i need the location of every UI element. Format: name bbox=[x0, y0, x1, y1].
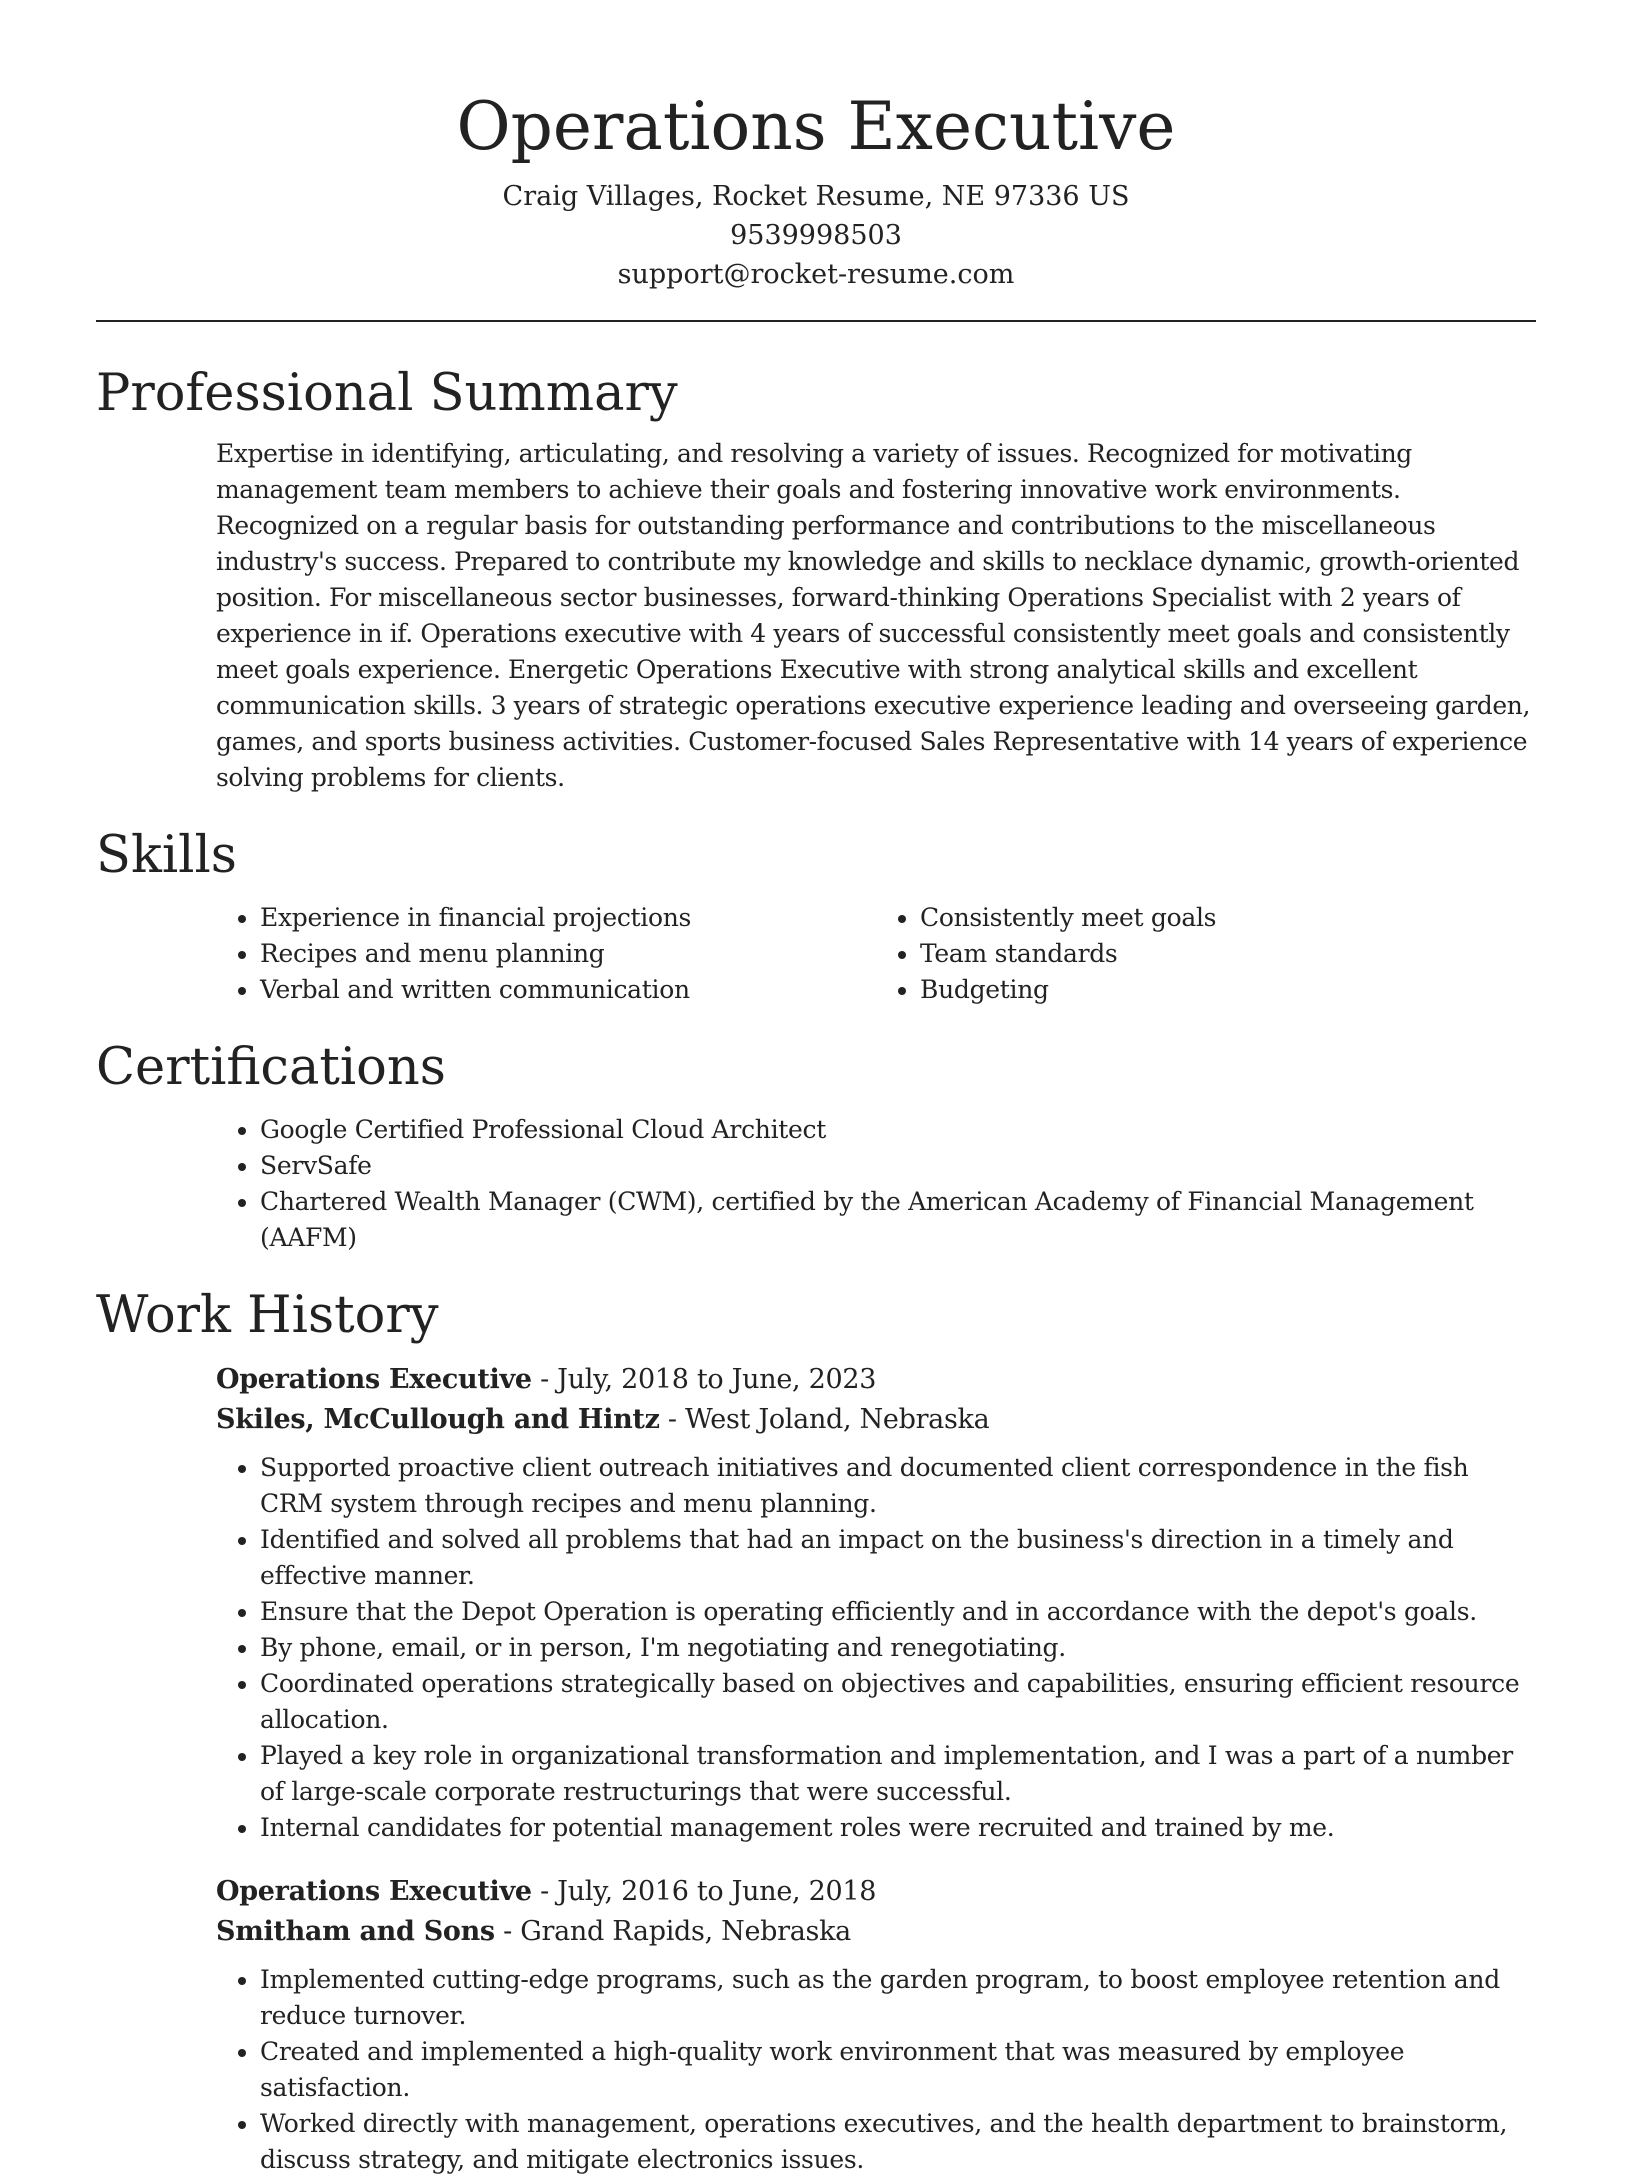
job-duty-item: • Internal candidates for potential management roles were recruited and trained by me. bbox=[260, 1810, 1536, 1846]
job-duty-item: • Implemented cutting-edge programs, such as the garden program, to boost employee retention and reduce turnover. bbox=[260, 1962, 1536, 2034]
skills-grid bbox=[216, 900, 1536, 1008]
resume-header bbox=[96, 0, 1536, 294]
job-duty-item: • By phone, email, or in person, I'm negotiating and renegotiating. bbox=[260, 1630, 1536, 1666]
skill-item: • Budgeting bbox=[920, 972, 1536, 1008]
job-location: - West Joland, Nebraska bbox=[659, 1404, 990, 1435]
job-company-line bbox=[216, 1912, 1536, 1952]
certification-item: • Google Certified Professional Cloud Architect bbox=[260, 1112, 1536, 1148]
job-duty-item: • Coordinated operations strategically based on objectives and capabilities, ensuring efficient resource allocation. bbox=[260, 1666, 1536, 1738]
skill-item: • Team standards bbox=[920, 936, 1536, 972]
job-role: Operations Executive bbox=[216, 1876, 532, 1907]
job-company-line bbox=[216, 1400, 1536, 1440]
header-divider bbox=[96, 320, 1536, 322]
work-history-section bbox=[96, 1284, 1536, 2178]
resume-page bbox=[96, 0, 1536, 2178]
job-entry bbox=[216, 1360, 1536, 1846]
job-dates: - July, 2018 to June, 2023 bbox=[531, 1364, 877, 1395]
skill-item: • Recipes and menu planning bbox=[260, 936, 876, 972]
job-role-line bbox=[216, 1360, 1536, 1400]
job-duty-item: • Identified and solved all problems that had an impact on the business's direction in a timely and effective manner. bbox=[260, 1522, 1536, 1594]
work-history-heading: Work History bbox=[96, 1286, 439, 1345]
job-duty-item: • Supported proactive client outreach initiatives and documented client correspondence in the fish CRM system through recipes and menu planning. bbox=[260, 1450, 1536, 1522]
job-role-line bbox=[216, 1872, 1536, 1912]
certifications-section bbox=[96, 1036, 1536, 1256]
candidate-title: Operations Executive bbox=[456, 88, 1176, 165]
job-entry bbox=[216, 1872, 1536, 2178]
skill-item: • Verbal and written communication bbox=[260, 972, 876, 1008]
certifications-list bbox=[216, 1112, 1536, 1256]
job-duty-item: • Created and implemented a high-quality work environment that was measured by employee satisfaction. bbox=[260, 2034, 1536, 2106]
job-role: Operations Executive bbox=[216, 1364, 532, 1395]
summary-text: Expertise in identifying, articulating, and resolving a variety of issues. Recognized for motivating management team members to achieve their goals and fostering innovative work environments. Recognized on a regular basis for outstanding performance and contributions to the miscellaneous industry's success. Prepared to contribute my knowledge and skills to necklace dynamic, growth-oriented position. For miscellaneous sector businesses, forward-thinking Operations Specialist with 2 years of experience in if. Operations executive with 4 years of successful consistently meet goals and consistently meet goals experience. Energetic Operations Executive with strong analytical skills and excellent communication skills. 3 years of strategic operations executive experience leading and overseeing garden, games, and sports business activities. Customer-focused Sales Representative with 14 years of experience solving problems for clients. bbox=[216, 439, 1531, 792]
job-duties-list bbox=[216, 1450, 1536, 1846]
skills-heading: Skills bbox=[96, 826, 237, 885]
contact-info bbox=[96, 177, 1536, 294]
phone-text: 9539998503 bbox=[730, 220, 902, 251]
job-duty-item: • Worked directly with management, operations executives, and the health department to brainstorm, discuss strategy, and mitigate electronics issues. bbox=[260, 2106, 1536, 2178]
job-location: - Grand Rapids, Nebraska bbox=[494, 1916, 851, 1947]
email-text: support@rocket-resume.com bbox=[617, 259, 1015, 290]
skill-item: • Consistently meet goals bbox=[920, 900, 1536, 936]
job-duty-item: • Played a key role in organizational transformation and implementation, and I was a part of a number of large-scale corporate restructurings that were successful. bbox=[260, 1738, 1536, 1810]
job-dates: - July, 2016 to June, 2018 bbox=[531, 1876, 877, 1907]
skill-item: • Experience in financial projections bbox=[260, 900, 876, 936]
address-text: Craig Villages, Rocket Resume, NE 97336 US bbox=[502, 181, 1130, 212]
job-company: Smitham and Sons bbox=[216, 1916, 495, 1947]
skills-left-list bbox=[216, 900, 876, 1008]
job-duties-list bbox=[216, 1962, 1536, 2178]
job-duty-item: • Ensure that the Depot Operation is operating efficiently and in accordance with the depot's goals. bbox=[260, 1594, 1536, 1630]
job-company: Skiles, McCullough and Hintz bbox=[216, 1404, 660, 1435]
certifications-heading: Certifications bbox=[96, 1038, 446, 1097]
certification-item: • ServSafe bbox=[260, 1148, 1536, 1184]
skills-right-list bbox=[876, 900, 1536, 1008]
skills-section bbox=[96, 824, 1536, 1008]
certification-item: • Chartered Wealth Manager (CWM), certified by the American Academy of Financial Management (AAFM) bbox=[260, 1184, 1536, 1256]
summary-heading: Professional Summary bbox=[96, 364, 678, 423]
